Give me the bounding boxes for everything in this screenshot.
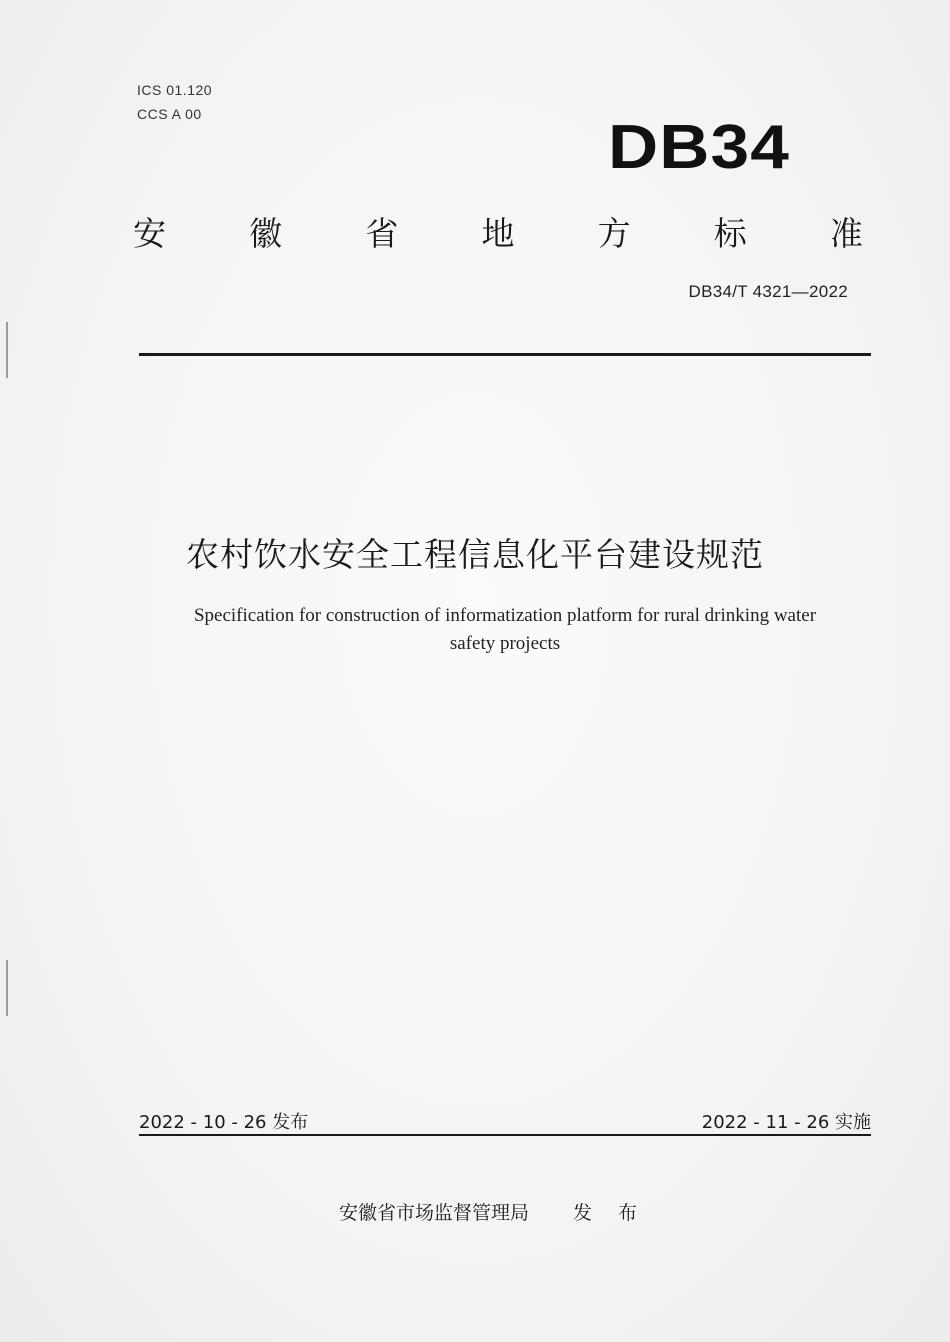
standard-type-char: 省 — [365, 214, 399, 253]
standard-type-char: 标 — [713, 214, 747, 253]
standard-type-char: 准 — [829, 214, 863, 253]
standard-type-char: 方 — [597, 214, 631, 253]
standard-type-char: 地 — [481, 214, 515, 253]
publish-date: 2022 - 10 - 26 发布 — [139, 1112, 309, 1133]
chinese-title: 农村饮水安全工程信息化平台建设规范 — [186, 535, 764, 574]
standard-type-heading — [133, 208, 863, 255]
implement-date: 2022 - 11 - 26 实施 — [701, 1112, 871, 1133]
header-divider — [139, 353, 871, 356]
ccs-code: CCS A 00 — [137, 106, 202, 122]
ics-code: ICS 01.120 — [137, 82, 213, 98]
db34-logo: DB34 — [608, 113, 791, 182]
standard-type-char: 徽 — [249, 214, 283, 253]
issue-label: 发 布 — [573, 1202, 648, 1224]
standard-number: DB34/T 4321—2022 — [688, 282, 848, 301]
issuer-name: 安徽省市场监督管理局 — [339, 1202, 530, 1224]
footer-divider — [139, 1134, 871, 1136]
english-title-line: Specification for construction of informatization platform for rural drinking water — [193, 605, 817, 626]
classification-codes — [137, 78, 212, 126]
scan-edge-mark — [6, 322, 8, 378]
english-title — [140, 602, 870, 658]
english-title-line: safety projects — [449, 633, 561, 654]
scan-edge-mark — [6, 960, 8, 1016]
standard-type-char: 安 — [133, 214, 166, 253]
issuing-authority — [339, 1198, 647, 1225]
